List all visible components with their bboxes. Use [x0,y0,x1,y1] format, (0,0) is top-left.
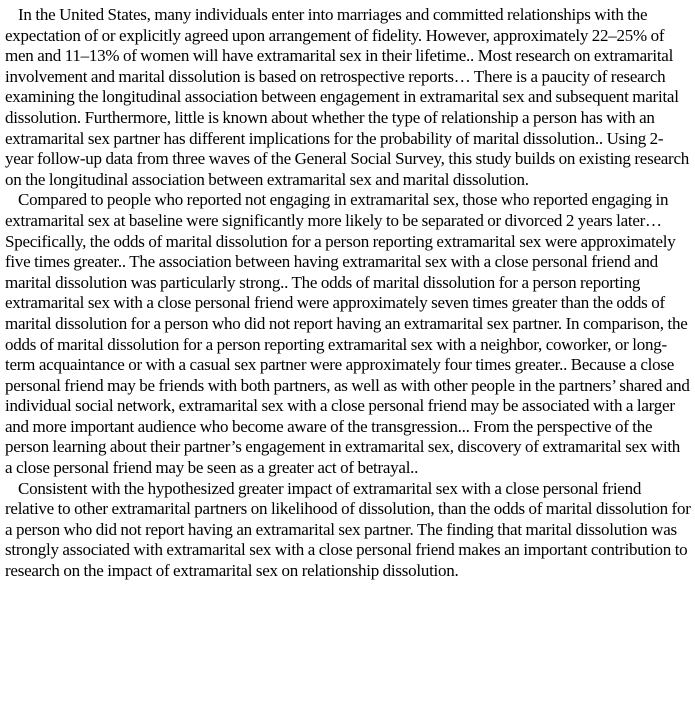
paragraph-introduction: In the United States, many individuals enter into marriages and committed relationships with the expectation of or explicitly agreed upon arrangement of fidelity. However, approximately 22–25% of men and 11–13% of women will have extramarital sex in their lifetime.. Most research on extramarital involvement and marital dissolution is based on retrospective reports… There is a paucity of research examining the longitudinal association between engagement in extramarital sex and subsequent marital dissolution. Furthermore, little is known about whether the type of relationship a person has with an extramarital sex partner has different implications for the probability of marital dissolution.. Using 2-year follow-up data from three waves of the General Social Survey, this study builds on existing research on the longitudinal association between extramarital sex and marital dissolution. [5,5,690,189]
paragraph-conclusion: Consistent with the hypothesized greater impact of extramarital sex with a close personal friend relative to other extramarital partners on likelihood of dissolution, than the odds of marital dissolution for a person who did not report having an extramarital sex partner. The finding that marital dissolution was strongly associated with extramarital sex with a close personal friend makes an important contribution to research on the impact of extramarital sex on relationship dissolution. [5,478,691,581]
paragraph-findings: Compared to people who reported not engaging in extramarital sex, those who reported engaging in extramarital sex at baseline were significantly more likely to be separated or divorced 2 years later… Specifically, the odds of marital dissolution for a person reporting extramarital sex were approximately five times greater.. The association between having extramarital sex with a close personal friend and marital dissolution was particularly strong.. The odds of marital dissolution for a person reporting extramarital sex with a close personal friend were approximately seven times greater than the odds of marital dissolution for a person who did not report having an extramarital sex partner. In comparison, the odds of marital dissolution for a person reporting extramarital sex with a neighbor, coworker, or long-term acquaintance or with a casual sex partner were approximately four times greater.. Because a close personal friend may be friends with both partners, as well as with other people in the partners’ shared and individual social network, extramarital sex with a close personal friend may be associated with a larger and more important audience who become aware of the transgression... From the perspective of the person learning about their partner’s engagement in extramarital sex, discovery of extramarital sex with a close personal friend may be seen as a greater act of betrayal.. [5,190,690,478]
